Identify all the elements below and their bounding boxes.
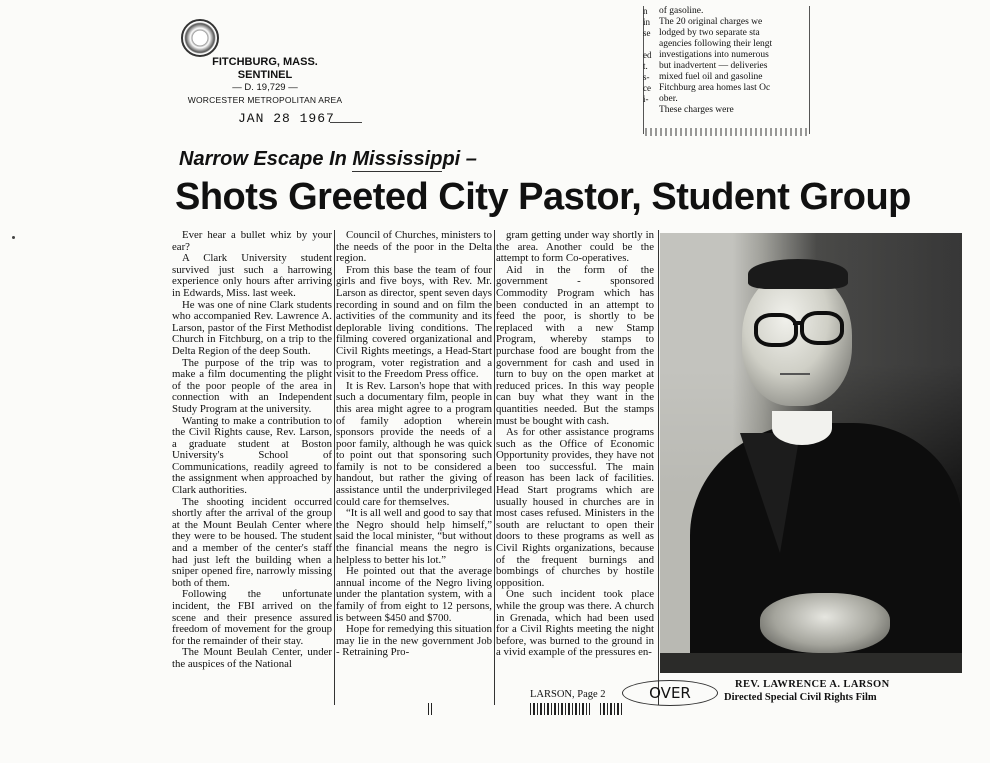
fragment-gutter-line: in: [643, 17, 651, 27]
date-underline: [330, 122, 362, 123]
photo-glasses-right: [800, 311, 844, 345]
date-stamp: JAN 28 1967: [238, 111, 335, 126]
fragment-cut-edge: [645, 128, 807, 136]
pastor-photo: [660, 233, 962, 673]
handwritten-over-note: OVER: [622, 680, 718, 706]
article-paragraph: The purpose of the trip was to make a film documenting the plight of the poor people of the area in connection with an Independent Study Program at the university.: [172, 356, 332, 415]
clipped-article-fragment: [643, 6, 810, 134]
article-paragraph: Following the unfortunate incident, the FBI arrived on the scene and their presence assured freedom of movement for the group for the remainder of their stay.: [172, 588, 332, 647]
newspaper-seal-icon: [181, 19, 219, 57]
fragment-gutter-line: s-: [643, 72, 650, 82]
photo-glasses-bridge: [793, 321, 801, 325]
article-paragraph: He pointed out that the average annual income of the Negro living under the plantation system, with a family of from eight to 12 persons, is between $450 and $700.: [336, 565, 492, 624]
fragment-body: [659, 6, 807, 116]
photo-clerical-collar: [772, 411, 832, 445]
article-paragraph: The shooting incident occurred shortly after the arrival of the group at the Mount Beulah Center where they were to be housed. The student and a member of the center's staff had just left the building when a sniper opened fire, narrowly missing both of them.: [172, 495, 332, 589]
fragment-line: lodged by two separate sta: [659, 28, 760, 38]
article-paragraph: gram getting under way shortly in the area. Another could be the attempt to form Co-operatives.: [496, 229, 654, 265]
photo-hands: [760, 593, 890, 653]
article-headline: Shots Greeted City Pastor, Student Group: [175, 176, 911, 218]
fragment-gutter-line: se: [643, 28, 651, 38]
edge-marks: [530, 703, 590, 715]
article-paragraph: As for other assistance programs such as the Office of Economic Opportunity provides, they have not been too successful. The main reason has been lack of facilities. Head Start programs which are usually housed in churches are in most cases refused. Ministers in the south are reluctant to open their doors to these programs as well as Civil Rights organizations, because of the frequent burnings and bombings of churches by hostile opposition.: [496, 426, 654, 589]
fragment-gutter-line: t.: [643, 61, 648, 71]
article-paragraph: From this base the team of four girls and five boys, with Rev. Mr. Larson as director, spent seven days recording in sound and on film the activities of the community and its deplorable living conditions. The filming covered organizational and Civil Rights meetings, a Head-Start program, voter registration and a visit to the Freedom Press office.: [336, 263, 492, 381]
photo-hair: [748, 259, 848, 289]
fragment-gutter-line: i-: [643, 94, 649, 104]
article-paragraph: The Mount Beulah Center, under the auspices of the National: [172, 646, 332, 670]
masthead-area: WORCESTER METROPOLITAN AREA: [187, 95, 343, 105]
kicker-underline: [352, 171, 442, 172]
article-column-3: [496, 230, 654, 659]
masthead-paper-name: SENTINEL: [237, 69, 293, 81]
photo-caption-name: REV. LAWRENCE A. LARSON: [735, 679, 890, 690]
fragment-line: mixed fuel oil and gasoline: [659, 72, 763, 82]
article-column-2: [336, 230, 492, 659]
edge-marks: [600, 703, 622, 715]
fragment-line: The 20 original charges we: [659, 17, 763, 27]
article-paragraph: Ever hear a bullet whiz by your ear?: [172, 229, 332, 253]
article-kicker: Narrow Escape In Mississippi –: [179, 148, 477, 170]
photo-glasses-left: [754, 313, 798, 347]
fragment-line: agencies following their lengt: [659, 39, 773, 49]
paper-speck: [12, 236, 15, 239]
column-divider: [334, 230, 335, 705]
fragment-line: investigations into numerous: [659, 50, 769, 60]
masthead-city: FITCHBURG, MASS.: [212, 56, 318, 68]
article-paragraph: Wanting to make a contribution to the Civil Rights cause, Rev. Larson, a graduate student at Boston University's School of Communications, readily agreed to the assignment when approached by Clark authorities.: [172, 414, 332, 497]
article-paragraph: “It is all well and good to say that the Negro should help himself,” said the local minister, “but without the financial means the negro is helpless to better his lot.”: [336, 507, 492, 566]
fragment-line: of gasoline.: [659, 6, 704, 16]
article-paragraph: He was one of nine Clark students who accompanied Rev. Lawrence A. Larson, pastor of the First Methodist Church in Fitchburg, on a trip to the Delta Region of the deep South.: [172, 298, 332, 357]
photo-caption-subtitle: Directed Special Civil Rights Film: [724, 692, 877, 703]
photo-lapel: [740, 433, 800, 553]
article-paragraph: Council of Churches, ministers to the needs of the poor in the Delta region.: [336, 229, 492, 265]
fragment-gutter-line: [643, 39, 656, 50]
fragment-line: These charges were: [659, 105, 734, 115]
article-paragraph: A Clark University student survived just such a harrowing experience only hours after arriving in Edwards, Miss. last week.: [172, 252, 332, 299]
fragment-gutter-text: [643, 6, 656, 134]
photo-mouth: [780, 373, 810, 375]
fragment-line: Fitchburg area homes last Oc: [659, 83, 771, 93]
column-divider: [658, 230, 659, 705]
article-paragraph: Hope for remedying this situation may lie in the new government Job - Retraining Pro-: [336, 623, 492, 659]
fragment-gutter-line: n: [643, 6, 648, 16]
edge-marks: [428, 703, 432, 715]
fragment-line: ober.: [659, 94, 678, 104]
fragment-gutter-line: ce: [643, 83, 651, 93]
article-paragraph: One such incident took place while the group was there. A church in Grenada, which had been used for a Civil Rights meeting the night before, was burned to the ground in a vivid example of the pressures en-: [496, 588, 654, 659]
continuation-line: LARSON, Page 2: [530, 689, 606, 700]
fragment-gutter-line: ed: [643, 50, 652, 60]
fragment-line: but inadvertent — deliveries: [659, 61, 768, 71]
article-paragraph: Aid in the form of the government - sponsored Commodity Program which has been conducted in an attempt to feed the poor, is shortly to be replaced with a new Stamp Program, whereby stamps to purchase food are bought from the government for cash and used in turn to buy on the open market at reduced prices. In this way people can buy what they want in the quantities needed. But the stamps must be bought with cash.: [496, 263, 654, 427]
photo-desk: [660, 653, 962, 673]
column-divider: [494, 230, 495, 705]
article-column-1: [172, 230, 332, 671]
article-paragraph: It is Rev. Larson's hope that with such a documentary film, people in this area might agree to a program of family adoption wherein sponsors provide the needs of a poor family, although he was quick to point out that sponsoring such family is not to be considered a handout, but rather the giving of assistance until the underprivileged could care for themselves.: [336, 379, 492, 508]
masthead-circulation: — D. 19,729 —: [232, 82, 298, 93]
